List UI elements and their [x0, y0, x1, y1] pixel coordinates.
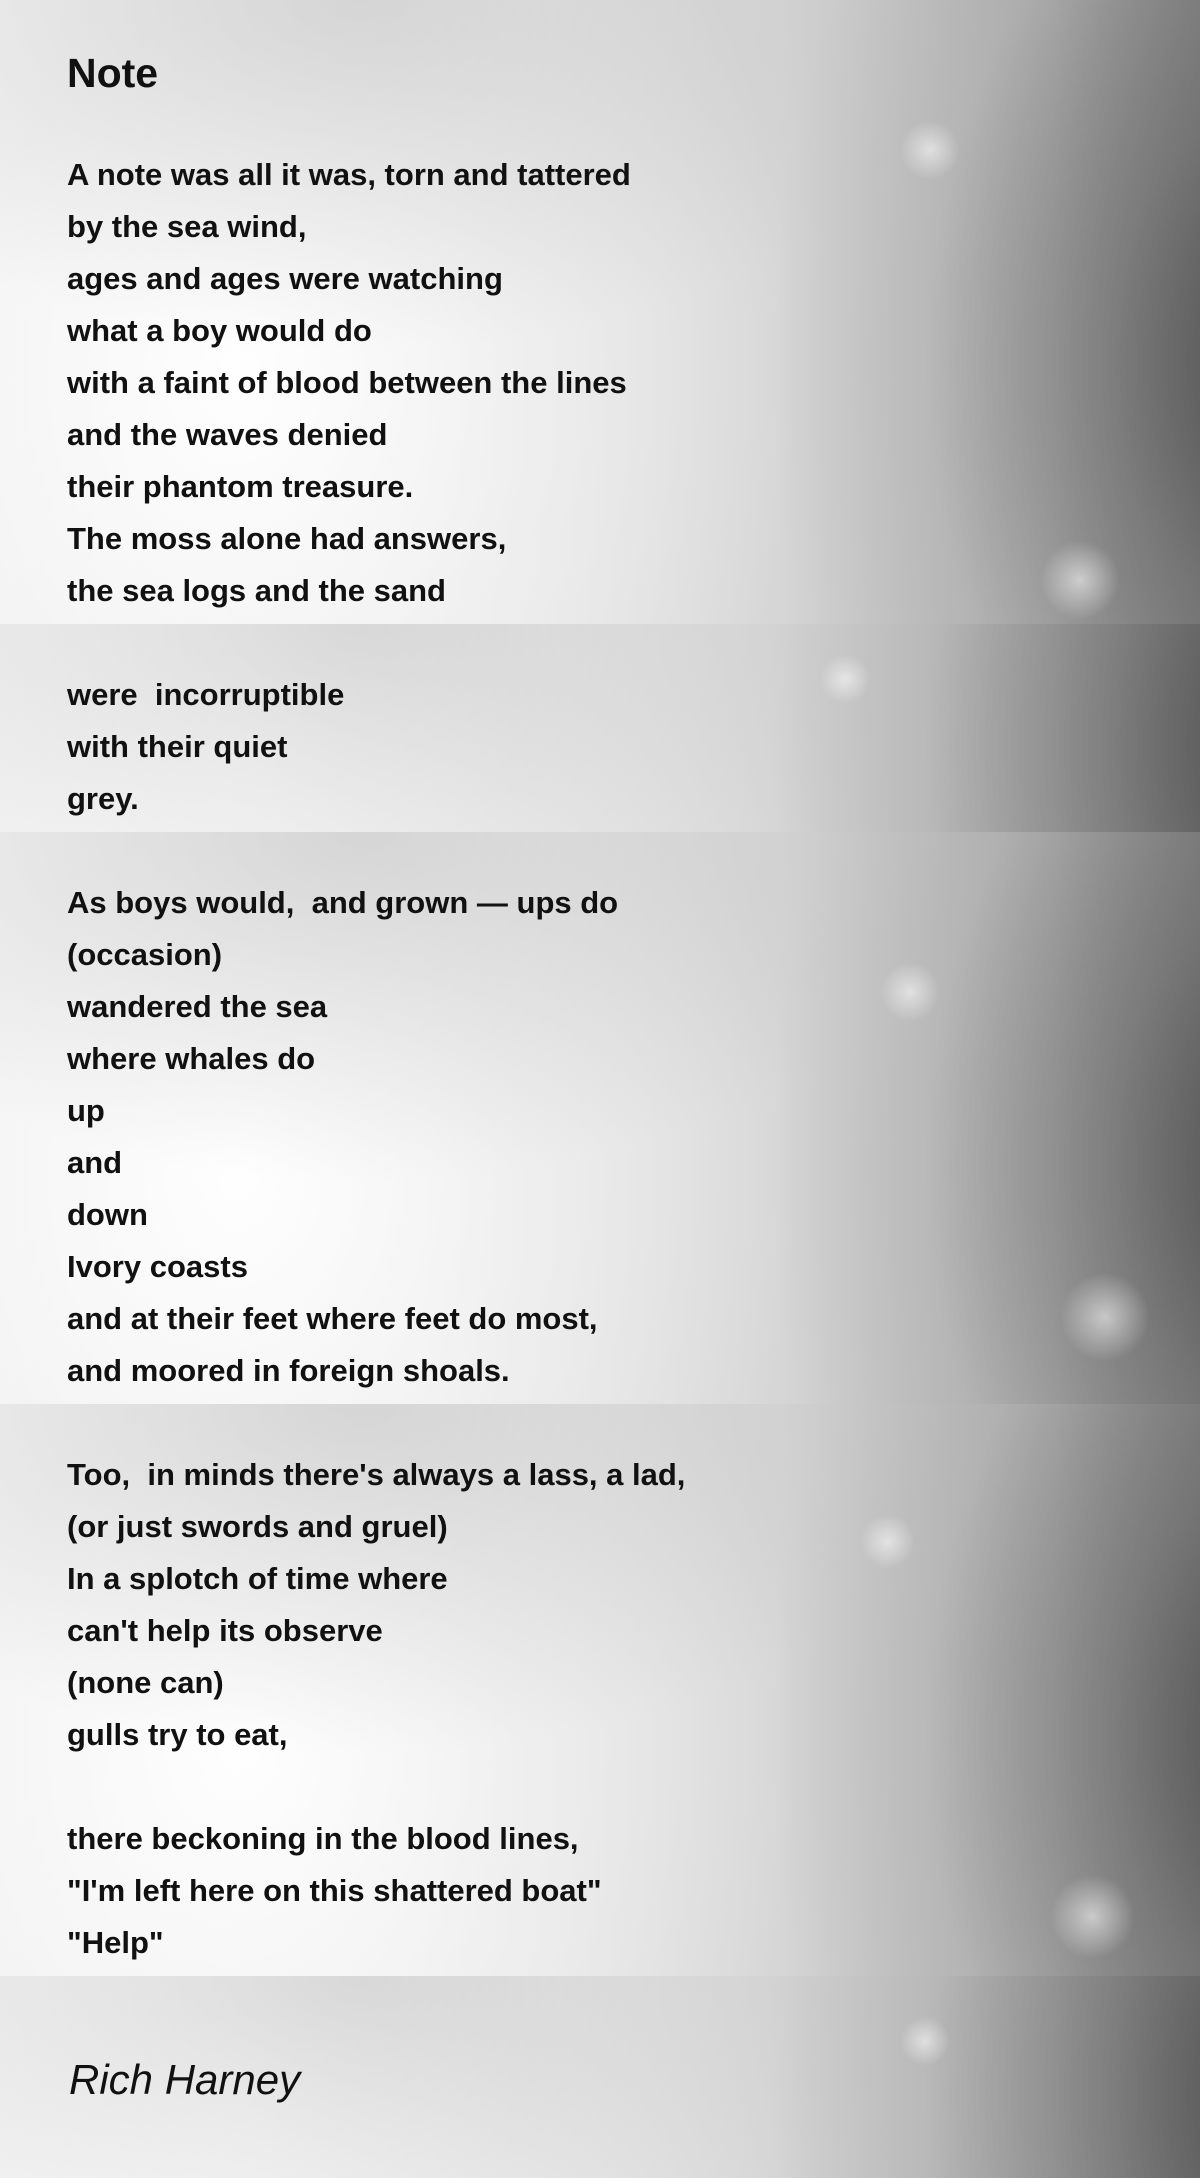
- poem-panel-4: [0, 1404, 1200, 1976]
- poem-line: wandered the sea: [67, 989, 328, 1024]
- poem-line: Ivory coasts: [67, 1249, 248, 1284]
- poem-line: (none can): [67, 1665, 224, 1700]
- poem-line: As boys would, and grown — ups do: [67, 885, 619, 920]
- stanza-2: [67, 669, 344, 825]
- poem-panel-3: [0, 832, 1200, 1404]
- stanza-4: [67, 1449, 685, 1969]
- poem-line: "Help": [67, 1925, 164, 1960]
- poem-line: with their quiet: [67, 729, 288, 764]
- poem-line: and moored in foreign shoals.: [67, 1353, 510, 1388]
- poem-line: the sea logs and the sand: [67, 573, 446, 608]
- bokeh-light: [1050, 1874, 1135, 1959]
- poem-line: (or just swords and gruel): [67, 1509, 448, 1544]
- poem-line: (occasion): [67, 937, 223, 972]
- poem-line: can't help its observe: [67, 1613, 383, 1648]
- poem-line: The moss alone had answers,: [67, 521, 507, 556]
- poem-line: what a boy would do: [67, 313, 372, 348]
- poem-line: gulls try to eat,: [67, 1717, 288, 1752]
- stanza-3: [67, 877, 618, 1397]
- poem-line: and the waves denied: [67, 417, 388, 452]
- bokeh-light: [820, 654, 870, 704]
- bokeh-light: [900, 120, 960, 180]
- author-panel: [0, 1976, 1200, 2178]
- poem-line: there beckoning in the blood lines,: [67, 1821, 579, 1856]
- poem-line: ages and ages were watching: [67, 261, 503, 296]
- poem-line: grey.: [67, 781, 139, 816]
- bokeh-light: [1060, 1272, 1150, 1362]
- bokeh-light: [860, 1514, 915, 1569]
- poem-line: were incorruptible: [67, 677, 345, 712]
- poem-panel-2: [0, 624, 1200, 832]
- poem-panel-1: [0, 0, 1200, 624]
- bokeh-light: [1040, 540, 1120, 620]
- poem-line: "I'm left here on this shattered boat": [67, 1873, 602, 1908]
- bokeh-light: [900, 2016, 950, 2066]
- poem-line: and at their feet where feet do most,: [67, 1301, 598, 1336]
- stanza-1: [67, 149, 631, 617]
- poem-line: their phantom treasure.: [67, 469, 414, 504]
- poem-title: Note: [67, 50, 159, 96]
- poem-line: with a faint of blood between the lines: [67, 365, 627, 400]
- poem-line: where whales do: [67, 1041, 316, 1076]
- poem-line: and: [67, 1145, 123, 1180]
- poem-line: A note was all it was, torn and tattered: [67, 157, 631, 192]
- poem-line: Too, in minds there's always a lass, a lad,: [67, 1457, 686, 1492]
- poem-line-blank: [67, 1761, 685, 1813]
- poem-line: In a splotch of time where: [67, 1561, 448, 1596]
- poem-line: by the sea wind,: [67, 209, 307, 244]
- poem-line: up: [67, 1093, 105, 1128]
- poem-line: down: [67, 1197, 148, 1232]
- bokeh-light: [880, 962, 940, 1022]
- poem-author: Rich Harney: [69, 2056, 301, 2103]
